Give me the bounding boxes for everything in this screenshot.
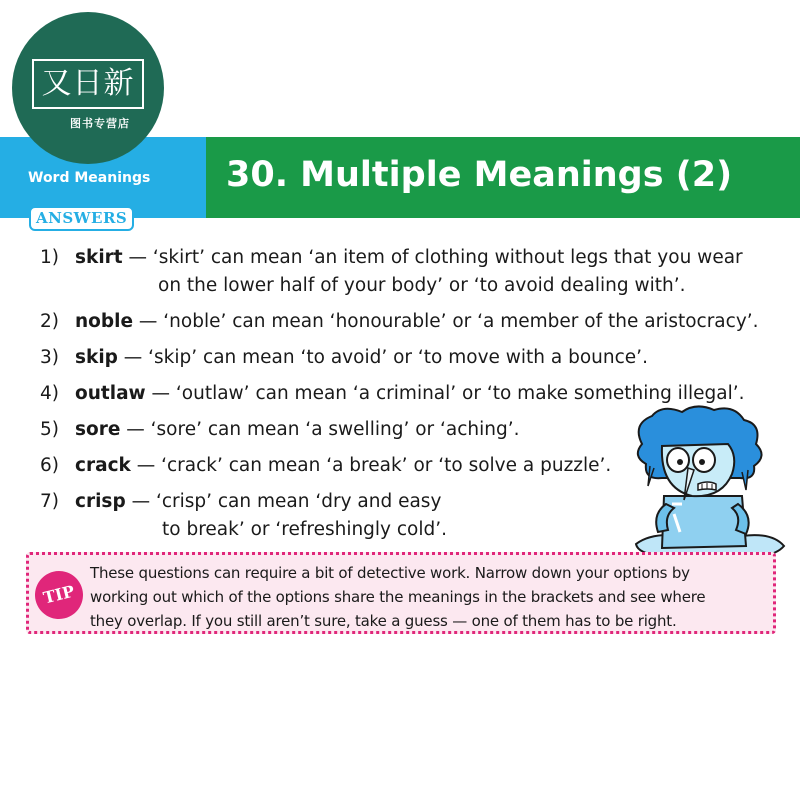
answer-number: 7): [40, 491, 59, 512]
answer-explanation: — ‘skirt’ can mean ‘an item of clothing without legs that you wear: [122, 247, 743, 268]
answer-explanation: — ‘crack’ can mean ‘a break’ or ‘to solve a puzzle’.: [130, 455, 612, 476]
answer-explanation: — ‘skip’ can mean ‘to avoid’ or ‘to move with a bounce’.: [117, 347, 648, 368]
answer-text: [75, 488, 441, 516]
answer-explanation: — ‘sore’ can mean ‘a swelling’ or ‘aching’.: [120, 419, 520, 440]
answer-number: 1): [40, 247, 59, 268]
answer-number: 3): [40, 347, 59, 368]
answers-badge: ANSWERS: [29, 206, 134, 231]
answer-item: [40, 244, 780, 300]
answer-word: skip: [75, 347, 118, 368]
answer-text: [75, 308, 759, 336]
frozen-character-illustration: [622, 404, 790, 564]
tip-line: working out which of the options share the meanings in the brackets and see where: [90, 588, 706, 606]
answer-item: [40, 344, 780, 372]
answer-text: [75, 344, 648, 372]
answer-explanation-cont: on the lower half of your body’ or ‘to avoid dealing with’.: [158, 275, 686, 296]
answer-number: 5): [40, 419, 59, 440]
page-title: 30. Multiple Meanings (2): [226, 155, 733, 195]
tip-text: [90, 561, 762, 633]
answer-word: skirt: [75, 247, 123, 268]
answer-explanation-cont: to break’ or ‘refreshingly cold’.: [162, 519, 448, 540]
answer-text: [75, 416, 520, 444]
answer-item: [40, 308, 780, 336]
answer-explanation: — ‘crisp’ can mean ‘dry and easy: [125, 491, 442, 512]
section-label: Word Meanings: [28, 170, 151, 186]
answer-word: noble: [75, 311, 134, 332]
tip-line: These questions can require a bit of detective work. Narrow down your options by: [90, 564, 690, 582]
answer-word: outlaw: [75, 383, 146, 404]
logo-name: 又日新: [32, 59, 144, 109]
tip-badge: TIP: [30, 566, 88, 624]
store-logo: [12, 12, 164, 164]
answer-explanation: — ‘noble’ can mean ‘honourable’ or ‘a member of the aristocracy’.: [133, 311, 759, 332]
answer-word: sore: [75, 419, 121, 440]
tip-line: they overlap. If you still aren’t sure, take a guess — one of them has to be right.: [90, 612, 677, 630]
answer-number: 6): [40, 455, 59, 476]
answer-word: crisp: [75, 491, 126, 512]
answer-text: [75, 244, 743, 272]
answer-explanation: — ‘outlaw’ can mean ‘a criminal’ or ‘to make something illegal’.: [145, 383, 745, 404]
logo-subtitle: 图书专营店: [70, 117, 130, 130]
answer-number: 4): [40, 383, 59, 404]
tip-box: [26, 552, 776, 634]
title-panel: [206, 137, 800, 218]
answer-word: crack: [75, 455, 131, 476]
answer-number: 2): [40, 311, 59, 332]
answer-text: [75, 452, 611, 480]
